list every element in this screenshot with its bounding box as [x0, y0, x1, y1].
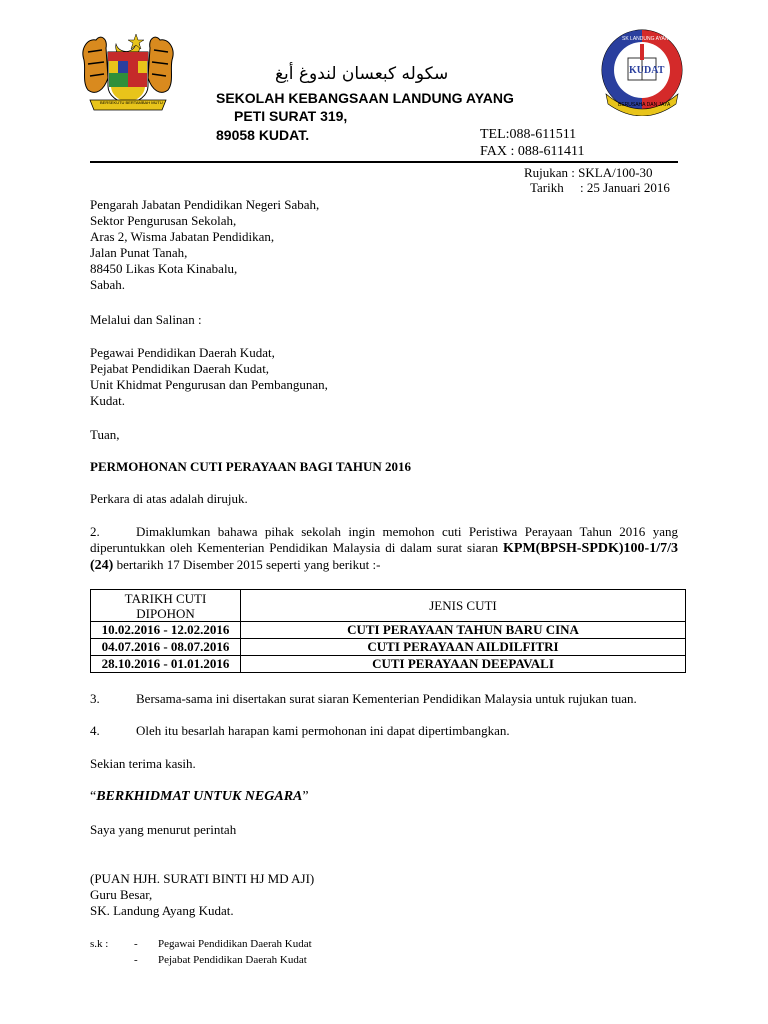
school-logo — [598, 28, 686, 116]
motto-open-quote: “ — [90, 789, 97, 804]
motto-text: BERKHIDMAT UNTUK NEGARA — [96, 789, 303, 804]
letterhead-divider — [90, 161, 678, 163]
via-line: Pejabat Pendidikan Daerah Kudat, — [90, 361, 270, 376]
signatory-name: (PUAN HJH. SURATI BINTI HJ MD AJI) — [90, 871, 315, 886]
via-address — [90, 345, 328, 409]
cc-dash: - — [134, 954, 138, 966]
table-cell-type: CUTI PERAYAAN AILDILFITRI — [241, 639, 686, 656]
salutation: Tuan, — [90, 427, 120, 442]
paragraph-2-text: Dimaklumkan bahawa pihak sekolah ingin memohon cuti Peristiwa Perayaan Tahun 2016 yang diperuntukkan oleh Kementerian Pendidikan Malaysia di dalam surat siaran — [90, 524, 678, 555]
school-logo-center-text: KUDAT — [629, 65, 665, 76]
table-header-type: JENIS CUTI — [241, 590, 686, 622]
motto-close-quote: ” — [302, 789, 309, 804]
circular-reference: KPM(BPSH-SPDK)100-1/7/3 (24) — [90, 541, 678, 573]
po-box: PETI SURAT 319, — [234, 108, 348, 124]
recipient-line: Sektor Pengurusan Sekolah, — [90, 213, 237, 228]
signatory-school: SK. Landung Ayang Kudat. — [90, 903, 234, 918]
table-cell-date: 04.07.2016 - 08.07.2016 — [91, 639, 241, 656]
table-cell-date: 10.02.2016 - 12.02.2016 — [91, 622, 241, 639]
tel-number: TEL:088-611511 — [480, 127, 577, 142]
school-name: SEKOLAH KEBANGSAAN LANDUNG AYANG — [216, 90, 514, 106]
recipient-address — [90, 197, 319, 293]
postcode-city: 89058 KUDAT. — [216, 127, 310, 143]
paragraph-2 — [90, 524, 678, 574]
jawi-school-name: سكوله كبعسان لندوغ أيغ — [275, 64, 449, 84]
signature-block — [90, 871, 314, 919]
service-motto — [90, 789, 309, 805]
leave-table — [90, 589, 686, 673]
recipient-line: Jalan Punat Tanah, — [90, 245, 188, 260]
subject-line: PERMOHONAN CUTI PERAYAAN BAGI TAHUN 2016 — [90, 459, 412, 474]
paragraph-3-number: 3. — [90, 691, 100, 706]
table-cell-type: CUTI PERAYAAN DEEPAVALI — [241, 656, 686, 673]
table-cell-type: CUTI PERAYAAN TAHUN BARU CINA — [241, 622, 686, 639]
reference-number: Rujukan : SKLA/100-30 — [524, 165, 653, 180]
sign-off: Saya yang menurut perintah — [90, 822, 237, 837]
letter-date: Tarikh : 25 Januari 2016 — [530, 180, 670, 195]
signatory-title: Guru Besar, — [90, 887, 153, 902]
table-row — [91, 639, 686, 656]
paragraph-2-text-end: bertarikh 17 Disember 2015 seperti yang berikut :- — [113, 557, 381, 572]
paragraph-4-text: Oleh itu besarlah harapan kami permohonan ini dapat dipertimbangkan. — [136, 723, 510, 738]
cc-label: s.k : — [90, 938, 109, 950]
recipient-line: Sabah. — [90, 277, 126, 292]
recipient-line: Aras 2, Wisma Jabatan Pendidikan, — [90, 229, 275, 244]
paragraph-3 — [90, 691, 637, 707]
via-line: Pegawai Pendidikan Daerah Kudat, — [90, 345, 275, 360]
paragraph-4-number: 4. — [90, 723, 100, 738]
via-line: Unit Khidmat Pengurusan dan Pembangunan, — [90, 377, 328, 392]
paragraph-3-text: Bersama-sama ini disertakan surat siaran Kementerian Pendidikan Malaysia untuk rujukan tuan. — [136, 691, 637, 706]
recipient-line: 88450 Likas Kota Kinabalu, — [90, 261, 238, 276]
paragraph-2-number: 2. — [90, 524, 100, 539]
cc-item: Pejabat Pendidikan Daerah Kudat — [158, 954, 307, 966]
table-row — [91, 656, 686, 673]
fax-number: FAX : 088-611411 — [480, 144, 585, 159]
cc-item: Pegawai Pendidikan Daerah Kudat — [158, 938, 312, 950]
closing-line: Sekian terima kasih. — [90, 756, 196, 771]
table-row — [91, 622, 686, 639]
table-header-date: TARIKH CUTI DIPOHON — [91, 590, 241, 622]
crest-motto-text: BERSEKUTU BERTAMBAH MUTU — [100, 100, 163, 105]
recipient-line: Pengarah Jabatan Pendidikan Negeri Sabah, — [90, 197, 320, 212]
via-label: Melalui dan Salinan : — [90, 312, 202, 327]
via-line: Kudat. — [90, 393, 126, 408]
paragraph-1: Perkara di atas adalah dirujuk. — [90, 491, 248, 506]
cc-dash: - — [134, 938, 138, 950]
malaysia-crest-logo — [78, 30, 178, 114]
school-logo-arc-text: SK LANDUNG AYANG — [622, 36, 673, 42]
table-header-row — [91, 590, 686, 622]
table-cell-date: 28.10.2016 - 01.01.2016 — [91, 656, 241, 673]
paragraph-4 — [90, 723, 510, 739]
school-logo-banner-text: BERUSAHA DAN JAYA — [618, 102, 671, 108]
